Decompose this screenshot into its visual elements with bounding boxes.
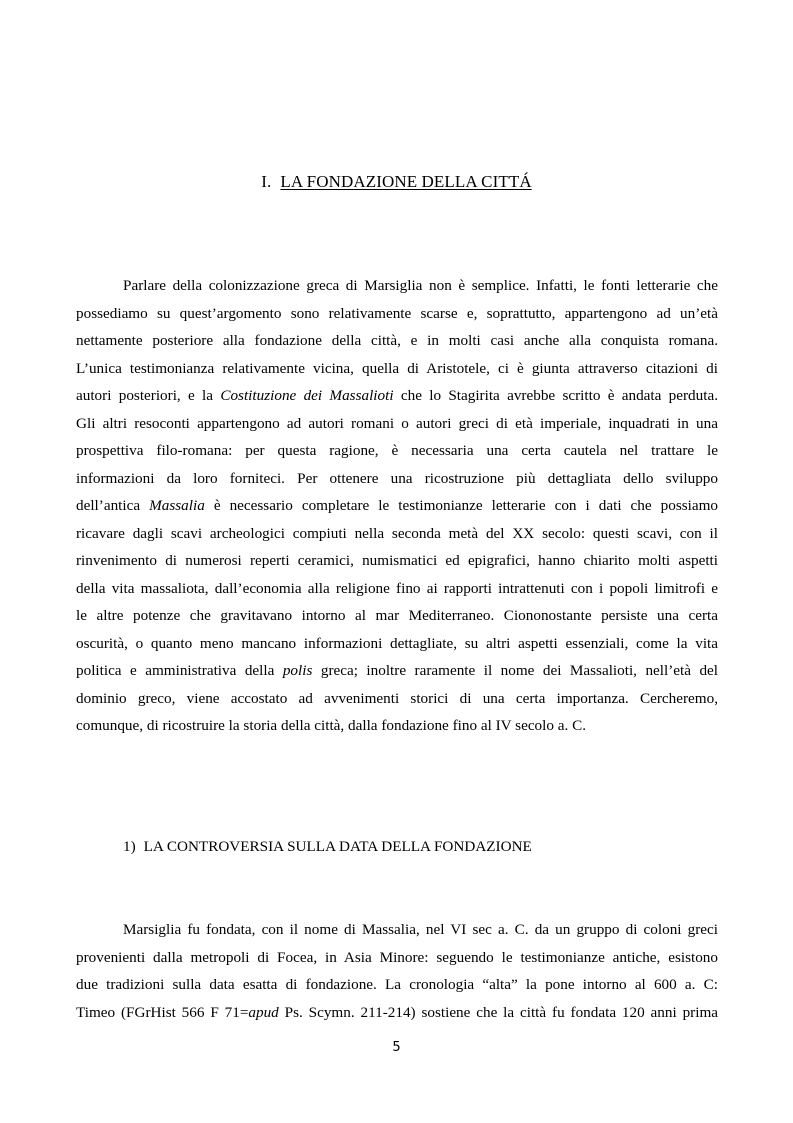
text-segment: ricavare dagli scavi archeologici compiuti nella seconda metà del XX secolo: questi scavi, con il <box>76 524 718 542</box>
text-line <box>76 712 718 740</box>
text-line <box>76 685 718 713</box>
text-line <box>76 327 718 355</box>
text-line <box>76 944 718 972</box>
text-segment: nettamente posteriore alla fondazione della città, e in molti casi anche alla conquista romana. <box>76 332 718 349</box>
text-segment: dell’antica <box>76 497 150 514</box>
text-segment: della vita massaliota, dall’economia alla religione fino ai rapporti intrattenuti con i popoli limitrofi e <box>76 579 718 597</box>
text-segment: informazioni da loro forniteci. Per ottenere una ricostruzione più dettagliata dello sviluppo <box>76 469 718 487</box>
text-segment: Ps. Scymn. 211-214) sostiene che la città fu fondata 120 anni prima <box>278 1003 718 1021</box>
page-number: 5 <box>392 1040 401 1055</box>
text-segment: Parlare della colonizzazione greca di Marsiglia non è semplice. Infatti, le fonti letterarie che <box>123 277 718 294</box>
text-line <box>76 300 718 328</box>
text-line <box>76 520 718 548</box>
chapter-title <box>0 172 793 192</box>
text-line <box>76 410 718 438</box>
text-segment: che lo Stagirita avrebbe scritto è andata perduta. <box>393 387 719 404</box>
section-number: 1) <box>123 838 136 855</box>
text-segment: autori posteriori, e la <box>76 387 221 404</box>
text-segment: due tradizioni sulla data esatta di fondazione. La cronologia “alta” la pone intorno al 600 a. C: <box>76 976 718 993</box>
section-heading <box>123 838 532 856</box>
text-segment: prospettiva filo-romana: per questa ragione, è necessaria una certa cautela nel trattare le <box>76 442 718 459</box>
text-line <box>76 916 718 944</box>
intro-paragraph <box>76 272 718 740</box>
text-segment: le altre potenze che gravitavano intorno al mar Mediterraneo. Ciononostante persiste una certa <box>76 607 718 624</box>
text-line <box>76 355 718 383</box>
text-segment: comunque, di ricostruire la storia della città, dalla fondazione fino al IV secolo a. C. <box>76 717 587 734</box>
text-segment: è necessario completare le testimonianze letterarie con i dati che possiamo <box>204 497 719 514</box>
text-line <box>76 602 718 630</box>
section-title: LA CONTROVERSIA SULLA DATA DELLA FONDAZIONE <box>143 838 532 855</box>
text-line <box>76 575 718 603</box>
text-line <box>76 492 718 520</box>
text-segment: Timeo (FGrHist 566 F 71= <box>76 1003 249 1021</box>
italic-term: polis <box>282 662 313 679</box>
text-line <box>76 272 718 300</box>
text-line <box>76 999 718 1027</box>
text-segment: possediamo su quest’argomento sono relativamente scarse e, soprattutto, appartengono ad un’età <box>76 304 718 322</box>
chapter-title-text: LA FONDAZIONE DELLA CITTÁ <box>280 172 532 191</box>
section-paragraph <box>76 916 718 1026</box>
italic-term: Massalia <box>149 497 205 514</box>
italic-term: Costituzione dei Massalioti <box>220 387 394 404</box>
text-segment: greca; inoltre raramente il nome dei Massalioti, nell’età del <box>312 662 719 679</box>
text-segment: Marsiglia fu fondata, con il nome di Massalia, nel VI sec a. C. da un gruppo di coloni greci <box>123 921 718 938</box>
text-line <box>76 465 718 493</box>
text-line <box>76 437 718 465</box>
text-line <box>76 971 718 999</box>
italic-term: apud <box>248 1003 279 1021</box>
text-line <box>76 657 718 685</box>
text-segment: oscurità, o quanto meno mancano informazioni dettagliate, su altri aspetti essenziali, come la vita <box>76 634 718 652</box>
text-segment: Gli altri resoconti appartengono ad autori romani o autori greci di età imperiale, inquadrati in una <box>76 414 718 432</box>
text-segment: dominio greco, viene accostato ad avvenimenti storici di una certa importanza. Cercheremo, <box>76 689 718 707</box>
text-segment: rinvenimento di numerosi reperti ceramici, numismatici ed epigrafici, hanno chiarito molti aspetti <box>76 552 718 569</box>
text-segment: provenienti dalla metropoli di Focea, in Asia Minore: seguendo le testimonianze antiche, esistono <box>76 948 718 966</box>
text-line <box>76 547 718 575</box>
text-segment: politica e amministrativa della <box>76 662 283 679</box>
text-line <box>76 630 718 658</box>
text-line <box>76 382 718 410</box>
chapter-number: I. <box>261 172 272 191</box>
text-segment: L’unica testimonianza relativamente vicina, quella di Aristotele, ci è giunta attraverso citazioni di <box>76 359 718 377</box>
